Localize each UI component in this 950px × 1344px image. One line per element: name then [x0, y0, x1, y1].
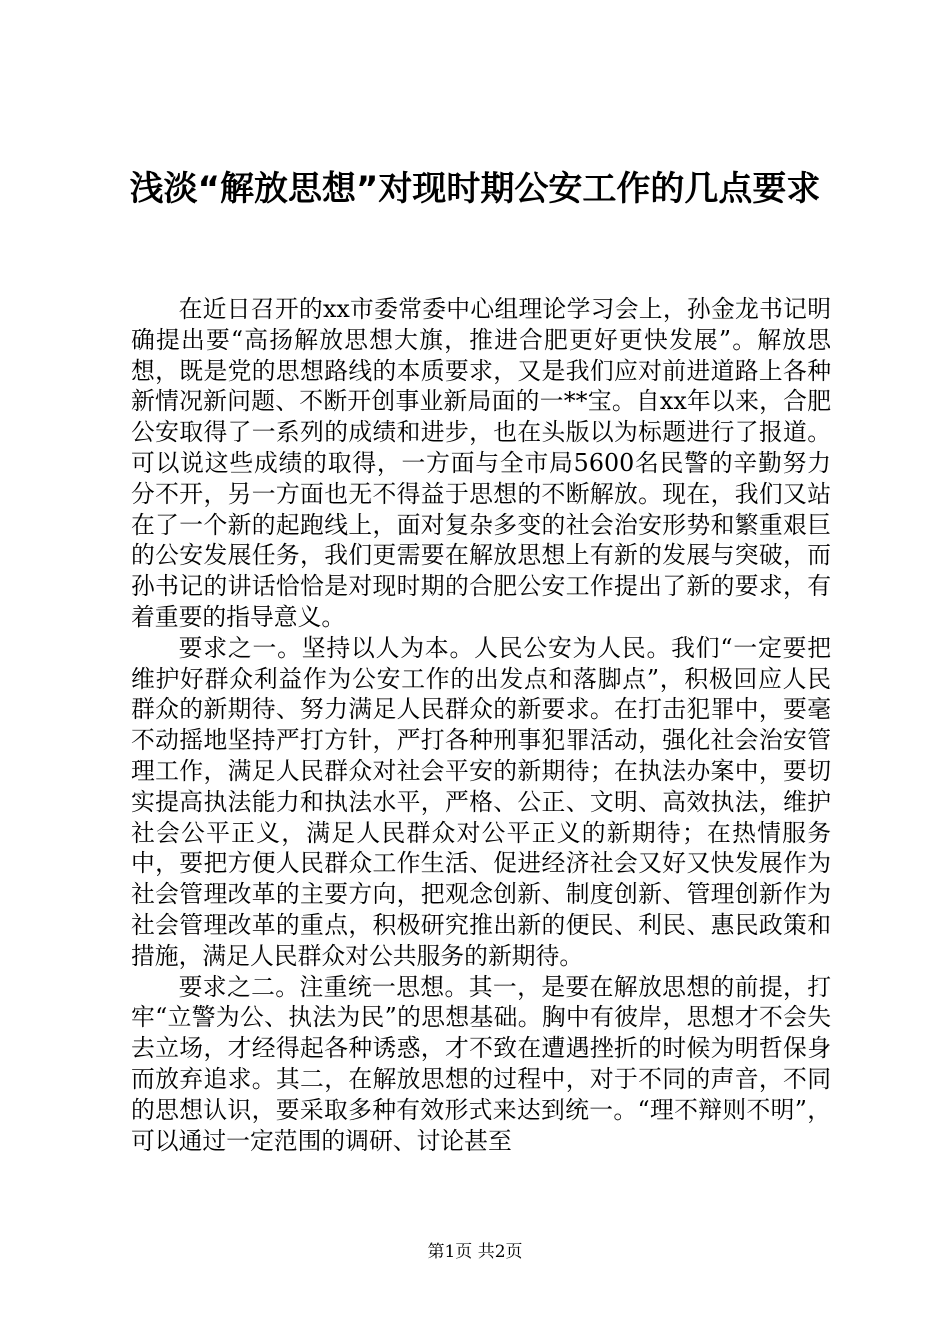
paragraph-requirement-two: 要求之二。注重统一思想。其一，是要在解放思想的前提，打牢“立警为公、执法为民”的思想基础。胸中有彼岸，思想才不会失去立场，才经得起各种诱惑，才不致在遭遇挫折的时候为明哲保身而放弃追求。其二，在解放思想的过程中，对于不同的声音，不同的思想认识，要采取多种有效形式来达到统一。“理不辩则不明”，可以通过一定范围的调研、讨论甚至 [131, 972, 831, 1155]
page-footer: 第1页 共2页 [427, 1242, 523, 1262]
document-body [131, 294, 831, 1156]
paragraph-intro: 在近日召开的xx市委常委中心组理论学习会上，孙金龙书记明确提出要“高扬解放思想大旗，推进合肥更好更快发展”。解放思想，既是党的思想路线的本质要求，又是我们应对前进道路上各种新情况新问题、不断开创事业新局面的一**宝。自xx年以来，合肥公安取得了一系列的成绩和进步，也在头版以为标题进行了报道。可以说这些成绩的取得，一方面与全市局5600名民警的辛勤努力分不开，另一方面也无不得益于思想的不断解放。现在，我们又站在了一个新的起跑线上，面对复杂多变的社会治安形势和繁重艰巨的公安发展任务，我们更需要在解放思想上有新的发展与突破，而孙书记的讲话恰恰是对现时期的合肥公安工作提出了新的要求，有着重要的指导意义。 [131, 295, 831, 631]
document-title: 浅淡“解放思想”对现时期公安工作的几点要求 [129, 169, 821, 209]
paragraph-requirement-one: 要求之一。坚持以人为本。人民公安为人民。我们“一定要把维护好群众利益作为公安工作的出发点和落脚点”，积极回应人民群众的新期待、努力满足人民群众的新要求。在打击犯罪中，要毫不动摇地坚持严打方针，严打各种刑事犯罪活动，强化社会治安管理工作，满足人民群众对社会平安的新期待；在执法办案中，要切实提高执法能力和执法水平，严格、公正、文明、高效执法，维护社会公平正义，满足人民群众对公平正义的新期待；在热情服务中，要把方便人民群众工作生活、促进经济社会又好又快发展作为社会管理改革的主要方向，把观念创新、制度创新、管理创新作为社会管理改革的重点，积极研究推出新的便民、利民、惠民政策和措施，满足人民群众对公共服务的新期待。 [131, 633, 831, 970]
